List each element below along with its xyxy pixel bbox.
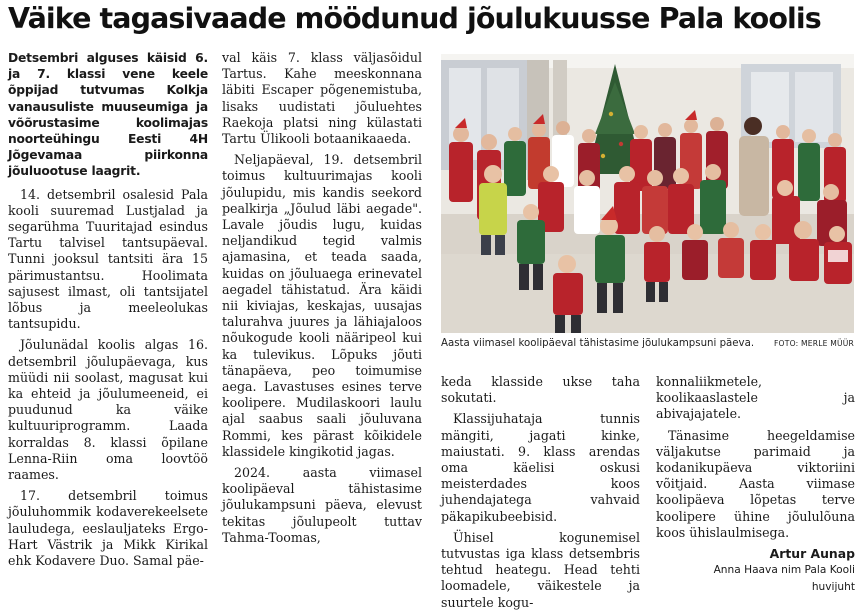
paragraph: 17. detsembril toimus jõuluhommik kodaverekeelsete lauludega, eeslauljateks Ergo-Hart Västrik ja Mikk Kirikal ehk Kodavere Duo. Samal päe- [8, 488, 208, 569]
article-lead: Detsembri alguses käisid 6. ja 7. klassi vene keele õppijad tutvumas Kolkja vanausuliste muuseumiga ja võõrustasime koolimajas noorteühingu Eesti 4H Jõgevamaa piirkonna jõuluootuse laagrit. [8, 51, 208, 179]
paragraph: Klassijuhataja tunnis mängiti, jagati kinke, maiustati. 9. klass arendas oma käelisi oskusi meisterdades koos juhendajatega vahvaid päkapikubeebisid. [441, 411, 640, 524]
paragraph: 14. detsembril osalesid Pala kooli suuremad Lustjalad ja segarühma Tuuritajad esindus Tartu talvisel tantsupäeval. Tunni jooksul tantsiti ära 15 pärimustantsu. Hoolimata sajusest ilmast, oli tantsijatel lõbus ja meeleolukas tantsupidu. [8, 186, 208, 332]
caption-text: Aasta viimasel koolipäeval tähistasime jõulukampsuni päeva. [441, 338, 755, 349]
paragraph: Jõulunädal koolis algas 16. detsembril jõulupäevaga, kus müüdi nii soolast, magusat kui ka ehteid ja jõulumeeneid, ei puudunud ka väike kultuuriprogramm. Laada korraldas 8. klassi õpilane Lenna-Riin oma loovtöö raames. [8, 337, 208, 483]
paragraph: keda klasside ukse taha sokutati. [441, 374, 640, 406]
group-photo-illustration [441, 54, 854, 333]
author-name: Artur Aunap [769, 546, 855, 562]
group-photo [441, 54, 854, 333]
article-headline: Väike tagasivaade möödunud jõulukuusse Pala koolis [8, 2, 821, 35]
text-column-2 [222, 50, 422, 551]
paragraph: Tänasime heegeldamise väljakutse parimaid ja kodanikupäeva viktoriini võitjaid. Aasta viimase koolipäeva lõpetas terve koolipere ühine jõululõuna koos ühislaulmisega. [656, 427, 855, 540]
text-column-1 [8, 50, 208, 574]
author-role: Anna Haava nim Pala Kooli [713, 564, 855, 577]
paragraph: 2024. aasta viimasel koolipäeval tähistasime jõulukampsuni päeva, elevust tekitas jõulupeolt tuttav Tahma-Toomas, [222, 465, 422, 545]
text-column-4 [656, 374, 855, 596]
paragraph: Ühisel kogunemisel tutvustas iga klass detsembris tehtud heategu. Head tehti loomadele, väikestele ja suurtele kogu- [441, 529, 640, 610]
author-signature [656, 546, 855, 596]
photo-caption [441, 338, 854, 354]
photo-credit: FOTO: MERLE MÜÜR [773, 339, 854, 348]
paragraph: konnaliikmetele, koolikaaslastele ja abivajajatele. [656, 374, 855, 422]
paragraph: Neljapäeval, 19. detsembril toimus kultuurimajas kooli jõulupidu, mis kandis seekord pealkirja „Jõulud läbi aegade". Lavale jõudis lugu, kuidas neljandikud tegid valmis ajamasina, et teada saada, kuidas on jõuluaega erinevatel aegadel tähistatud. Ära käidi nii kiviajas, keskajas, uusajas talurahva juures ja lähiajaloos nõukogude kooli nääripeol kui ka tulevikus. Lõpuks jõuti tänapäeva, peo toimumise aega. Lavastuses esines terve koolipere. Mudilaskoori laulu ajal saabus saali jõuluvana Rommi, kes pärast kõikidele klassidele kingikotid jagas. [222, 152, 422, 459]
text-column-3 [441, 374, 640, 616]
author-role-line-2: huvijuht [811, 581, 855, 594]
paragraph: val käis 7. klass väljasõidul Tartus. Kahe meeskonnana läbiti Escaper põgenemistuba, lisaks uudistati jõuluehtes Raekoja platsi ning külastati Tartu Ülikooli botaanikaaeda. [222, 50, 422, 147]
